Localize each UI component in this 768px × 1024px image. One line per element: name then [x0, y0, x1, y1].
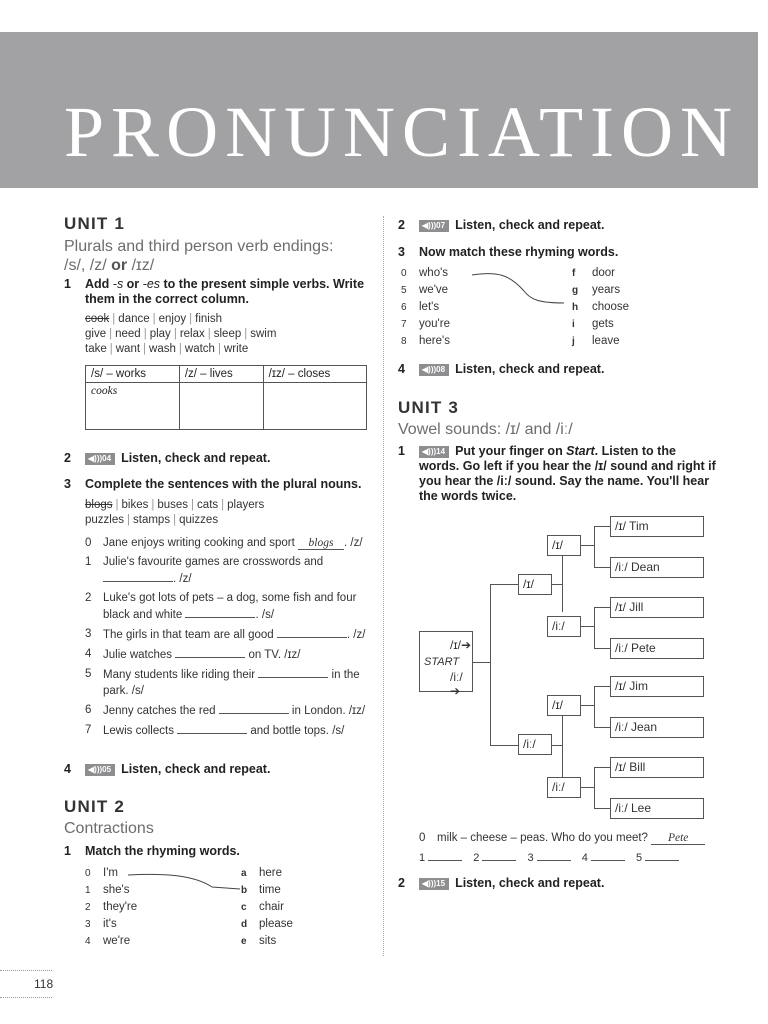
unit2-task3: 3 Now match these rhyming words. — [398, 245, 619, 259]
sound-columns-table — [85, 365, 367, 430]
column-s-cell[interactable]: cooks — [86, 383, 180, 430]
name-box[interactable]: /iː/ Jean — [610, 717, 704, 738]
unit1-heading: UNIT 1 — [64, 214, 126, 233]
match-row: 8 here's j leave — [401, 335, 620, 347]
start-box[interactable]: /ɪ/➔ START /iː/➔ — [419, 631, 473, 692]
column-z-cell[interactable] — [179, 383, 263, 430]
page-number: 118 — [34, 977, 54, 991]
name-box[interactable]: /iː/ Dean — [610, 557, 704, 578]
verb-list: cook | dance | enjoy | finish give | need | play | relax | sleep | swim take | want | wash | watch | write — [85, 313, 277, 355]
unit2-matching-1 — [64, 865, 364, 950]
column-header-s: /s/ – works — [86, 366, 180, 383]
match-row: 0 who's f door — [401, 267, 616, 279]
unit3-subtitle: Vowel sounds: /ɪ/ and /iː/ — [398, 421, 573, 438]
page-title: PRONUNCIATION — [64, 92, 740, 172]
noun-list: blogs | bikes | buses | cats | players puzzles | stamps | quizzes — [85, 499, 265, 526]
sentence-2: 2 Luke's got lots of pets – a dog, some fish and four black and white . /s/ — [85, 592, 357, 621]
audio-track-icon[interactable]: ◀︎)))14 — [419, 446, 449, 458]
unit2-subtitle: Contractions — [64, 820, 154, 837]
audio-track-icon[interactable]: ◀︎)))15 — [419, 878, 449, 890]
unit3-task2: 2 ◀︎)))15 Listen, check and repeat. — [398, 876, 605, 890]
audio-track-icon[interactable]: ◀︎)))08 — [419, 364, 449, 376]
sentence-6: 6 Jenny catches the red in London. /ɪz/ — [85, 704, 366, 717]
unit1-task2: 2 ◀︎)))04 Listen, check and repeat. — [64, 451, 271, 465]
name-box[interactable]: /ɪ/ Tim — [610, 516, 704, 537]
unit3-answer-blanks: 1 2 3 4 5 — [419, 849, 679, 864]
branch-box[interactable]: /ɪ/ — [547, 695, 581, 716]
sentence-5: 5 Many students like riding their in the park. /s/ — [85, 668, 360, 697]
match-row: 0 I'm a here — [85, 867, 283, 879]
match-row: 1 she's b time — [85, 884, 281, 896]
match-row: 6 let's h choose — [401, 301, 630, 313]
audio-track-icon[interactable]: ◀︎)))04 — [85, 453, 115, 465]
unit2-heading: UNIT 2 — [64, 797, 126, 816]
unit2-matching-2 — [380, 265, 680, 350]
name-box[interactable]: /ɪ/ Bill — [610, 757, 704, 778]
column-header-iz: /ɪz/ – closes — [263, 366, 366, 383]
unit3-example: 0 milk – cheese – peas. Who do you meet? Pete — [398, 830, 757, 846]
unit1-subtitle: Plurals and third person verb endings: /s/, /z/ or /ɪz/ — [64, 238, 334, 274]
branch-box[interactable]: /ɪ/ — [547, 535, 581, 556]
branch-box[interactable]: /iː/ — [518, 734, 552, 755]
branch-box[interactable]: /iː/ — [547, 616, 581, 637]
audio-track-icon[interactable]: ◀︎)))07 — [419, 220, 449, 232]
unit3-heading: UNIT 3 — [398, 398, 460, 417]
branch-box[interactable]: /iː/ — [547, 777, 581, 798]
match-row: 4 we're e sits — [85, 935, 277, 947]
sentence-4: 4 Julie watches on TV. /ɪz/ — [85, 648, 301, 661]
sentence-7: 7 Lewis collects and bottle tops. /s/ — [85, 724, 345, 737]
match-row: 7 you're i gets — [401, 318, 614, 330]
branch-box[interactable]: /ɪ/ — [518, 574, 552, 595]
unit1-task3: 3 Complete the sentences with the plural nouns. — [64, 477, 362, 491]
match-row: 2 they're c chair — [85, 901, 284, 913]
unit2-task2: 2 ◀︎)))07 Listen, check and repeat. — [398, 218, 605, 232]
unit3-task1: 1 ◀︎)))14 Put your finger on Start. Listen to the words. Go left if you hear the /ɪ/ sound and right if you hear the /iː/ sound. Say the name. You'll hear the words twice. — [398, 444, 716, 503]
column-iz-cell[interactable] — [263, 383, 366, 430]
unit2-task1: 1 Match the rhyming words. — [64, 844, 240, 858]
unit1-task1: 1 Add -s or -es to the present simple verbs. Write them in the correct column. — [64, 277, 365, 306]
name-box[interactable]: /ɪ/ Jill — [610, 597, 704, 618]
unit1-task4: 4 ◀︎)))05 Listen, check and repeat. — [64, 762, 271, 776]
match-row: 3 it's d please — [85, 918, 293, 930]
sentence-3: 3 The girls in that team are all good . /z/ — [85, 628, 366, 641]
sentence-list — [64, 535, 369, 739]
sentence-0: 0 Jane enjoys writing cooking and sport blogs . /z/ — [85, 537, 363, 549]
match-row: 5 we've g years — [401, 284, 621, 296]
column-header-z: /z/ – lives — [179, 366, 263, 383]
name-box[interactable]: /iː/ Lee — [610, 798, 704, 819]
name-box[interactable]: /ɪ/ Jim — [610, 676, 704, 697]
footer-rule — [0, 970, 52, 971]
sentence-1: 1 Julie's favourite games are crosswords and . /z/ — [85, 556, 324, 585]
audio-track-icon[interactable]: ◀︎)))05 — [85, 764, 115, 776]
name-box[interactable]: /iː/ Pete — [610, 638, 704, 659]
unit2-task4: 4 ◀︎)))08 Listen, check and repeat. — [398, 362, 605, 376]
footer-rule — [0, 997, 52, 998]
